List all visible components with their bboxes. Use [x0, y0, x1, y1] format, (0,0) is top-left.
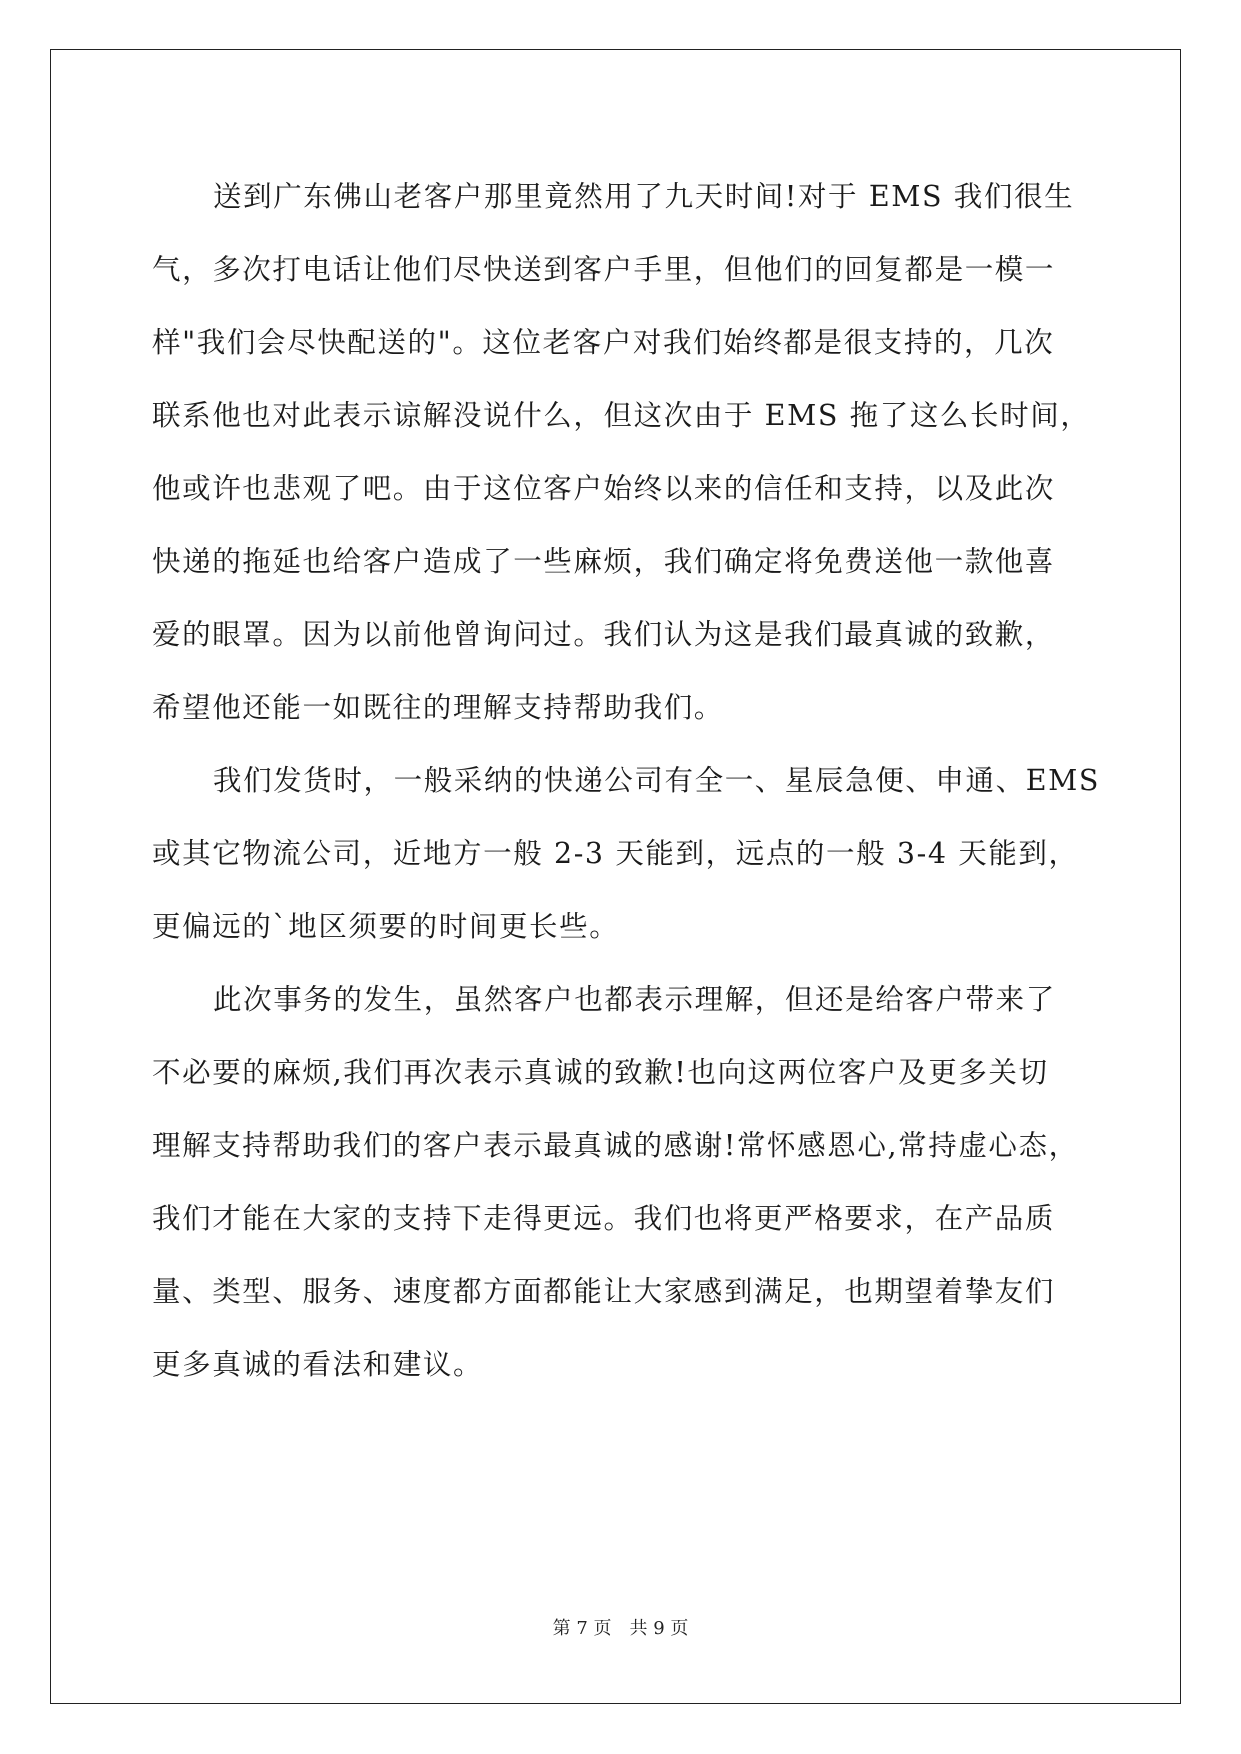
paragraph-1-line-6: 快递的拖延也给客户造成了一些麻烦，我们确定将免费送他一款他喜 [152, 545, 1056, 578]
paragraph-3-line-5: 量、类型、服务、速度都方面都能让大家感到满足，也期望着挚友们 [152, 1275, 1056, 1308]
paragraph-1-line-3: 样"我们会尽快配送的"。这位老客户对我们始终都是很支持的，几次 [152, 326, 1055, 359]
paragraph-1-line-4: 联系他也对此表示谅解没说什么，但这次由于 EMS 拖了这么长时间， [152, 399, 1091, 432]
page-number-footer: 第 7 页 共 9 页 [552, 1618, 689, 1639]
paragraph-1-line-2: 气，多次打电话让他们尽快送到客户手里，但他们的回复都是一模一 [152, 253, 1056, 286]
paragraph-3-line-1: 此次事务的发生，虽然客户也都表示理解，但还是给客户带来了 [213, 983, 1056, 1016]
paragraph-1-line-8: 希望他还能一如既往的理解支持帮助我们。 [152, 691, 724, 724]
paragraph-3-line-3: 理解支持帮助我们的客户表示最真诚的感谢!常怀感恩心,常持虚心态， [152, 1129, 1079, 1162]
paragraph-3-line-2: 不必要的麻烦,我们再次表示真诚的致歉!也向这两位客户及更多关切 [152, 1056, 1049, 1089]
paragraph-1-line-1: 送到广东佛山老客户那里竟然用了九天时间!对于 EMS 我们很生 [213, 180, 1075, 213]
document-body [152, 160, 1101, 1401]
paragraph-2-line-1: 我们发货时，一般采纳的快递公司有全一、星辰急便、申通、EMS [213, 764, 1101, 797]
paragraph-1-line-5: 他或许也悲观了吧。由于这位客户始终以来的信任和支持，以及此次 [152, 472, 1056, 505]
paragraph-2-line-3: 更偏远的`地区须要的时间更长些。 [152, 910, 620, 943]
paragraph-3-line-4: 我们才能在大家的支持下走得更远。我们也将更严格要求，在产品质 [152, 1202, 1056, 1235]
paragraph-1-line-7: 爱的眼罩。因为以前他曾询问过。我们认为这是我们最真诚的致歉， [152, 618, 1056, 651]
paragraph-3-line-6: 更多真诚的看法和建议。 [152, 1348, 484, 1381]
paragraph-2-line-2: 或其它物流公司，近地方一般 2-3 天能到，远点的一般 3-4 天能到， [152, 837, 1079, 870]
